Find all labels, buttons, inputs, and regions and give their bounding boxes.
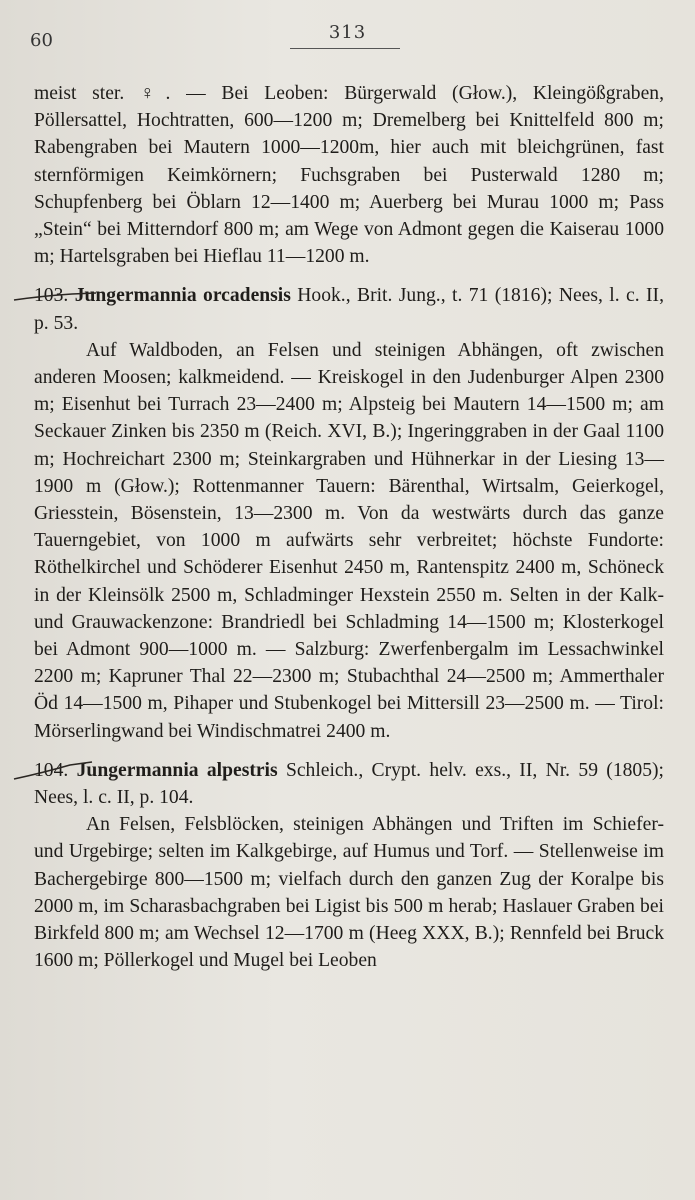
entry-heading xyxy=(34,282,664,336)
citation: Schleich., Crypt. helv. exs., II, Nr. 59 (1805); Nees, l. c. II, p. 104. xyxy=(34,759,664,809)
entry-heading xyxy=(34,757,664,811)
entry-number: 103. xyxy=(34,285,69,307)
page-number: 313 xyxy=(328,22,367,43)
species-name: Jungermannia alpestris xyxy=(76,759,278,781)
intro-paragraph: meist ster. ♀. — Bei Leoben: Bürgerwald (Głow.), Kleingößgraben, Pöllersattel, Hochtratten, 600—1200 m; Dremelberg bei Knittelfeld 800 m; Rabengraben bei Mautern 1000—1200m, hier auch mit bleichgrünen, fast sternförmigen Keimkörnern; Fuchsgraben bei Pusterwald 1280 m; Schupfenberg bei Öblarn 12—1400 m; Auerberg bei Murau 1000 m; Pass „Stein“ bei Mitterndorf 800 m; am Wege von Admont gegen die Kaiserau 1000 m; Hartelsgraben bei Hieflau 11—1200 m. xyxy=(34,83,664,268)
body-text xyxy=(34,80,664,975)
species-name: Jungermannia orcadensis xyxy=(74,285,291,307)
species-entry-103 xyxy=(34,282,664,744)
corner-number: 60 xyxy=(30,30,53,51)
entry-number: 104. xyxy=(34,759,69,781)
species-entry-104 xyxy=(34,757,664,975)
entry-description: Auf Waldboden, an Felsen und steinigen Abhängen, oft zwischen anderen Moosen; kalkmeidend. — Kreiskogel in den Judenburger Alpen 2300 m; Eisenhut bei Turrach 23—2400 m; Alpsteig bei Mautern 14—1500 m; am Seckauer Zinken bis 2350 m (Reich. XVI, B.); Ingeringgraben in der Gaal 1100 m; Hochreichart 2300 m; Steinkargraben und Hühnerkar in der Liesing 13—1900 m (Głow.); Rottenmanner Tauern: Bärenthal, Wirtsalm, Geierkogel, Griesstein, Bösenstein, 13—2300 m. Von da westwärts durch das ganze Tauerngebiet, von 1000 m aufwärts sehr verbreitet; höchste Fundorte: Röthelkirchel und Schöderer Eisenhut 2450 m, Rantenspitz 2400 m, Schöneck in der Kleinsölk 2500 m, Schladminger Hexstein 2550 m. Selten in der Kalk- und Grauwackenzone: Brandriedl bei Schladming 14—1500 m; Klosterkogel bei Admont 900—1000 m. — Salzburg: Zwerfenbergalm im Lessachwinkel 2200 m; Kapruner Thal 22—2300 m; Stubachthal 24—2500 m; Ammerthaler Öd 14—1500 m, Pihaper und Stubenkogel bei Mittersill 23—2500 m. — Tirol: Mörserlingwand bei Windischmatrei 2400 m. xyxy=(34,339,664,742)
entry-description: An Felsen, Felsblöcken, steinigen Abhängen und Triften im Schiefer- und Urgebirge; selten im Kalkgebirge, auf Humus und Torf. — Stellenweise im Bachergebirge 800—1500 m; vielfach durch den ganzen Zug der Koralpe bis 2000 m, im Scharasbachgraben bei Ligist bis 500 m herab; Haslauer Graben bei Birkfeld 800 m; am Wechsel 12—1700 m (Heeg XXX, B.); Rennfeld bei Bruck 1600 m; Pöllerkogel und Mugel bei Leoben xyxy=(34,814,664,972)
citation: Hook., Brit. Jung., t. 71 (1816); Nees, l. c. II, p. 53. xyxy=(34,285,664,334)
header-rule xyxy=(290,48,400,49)
